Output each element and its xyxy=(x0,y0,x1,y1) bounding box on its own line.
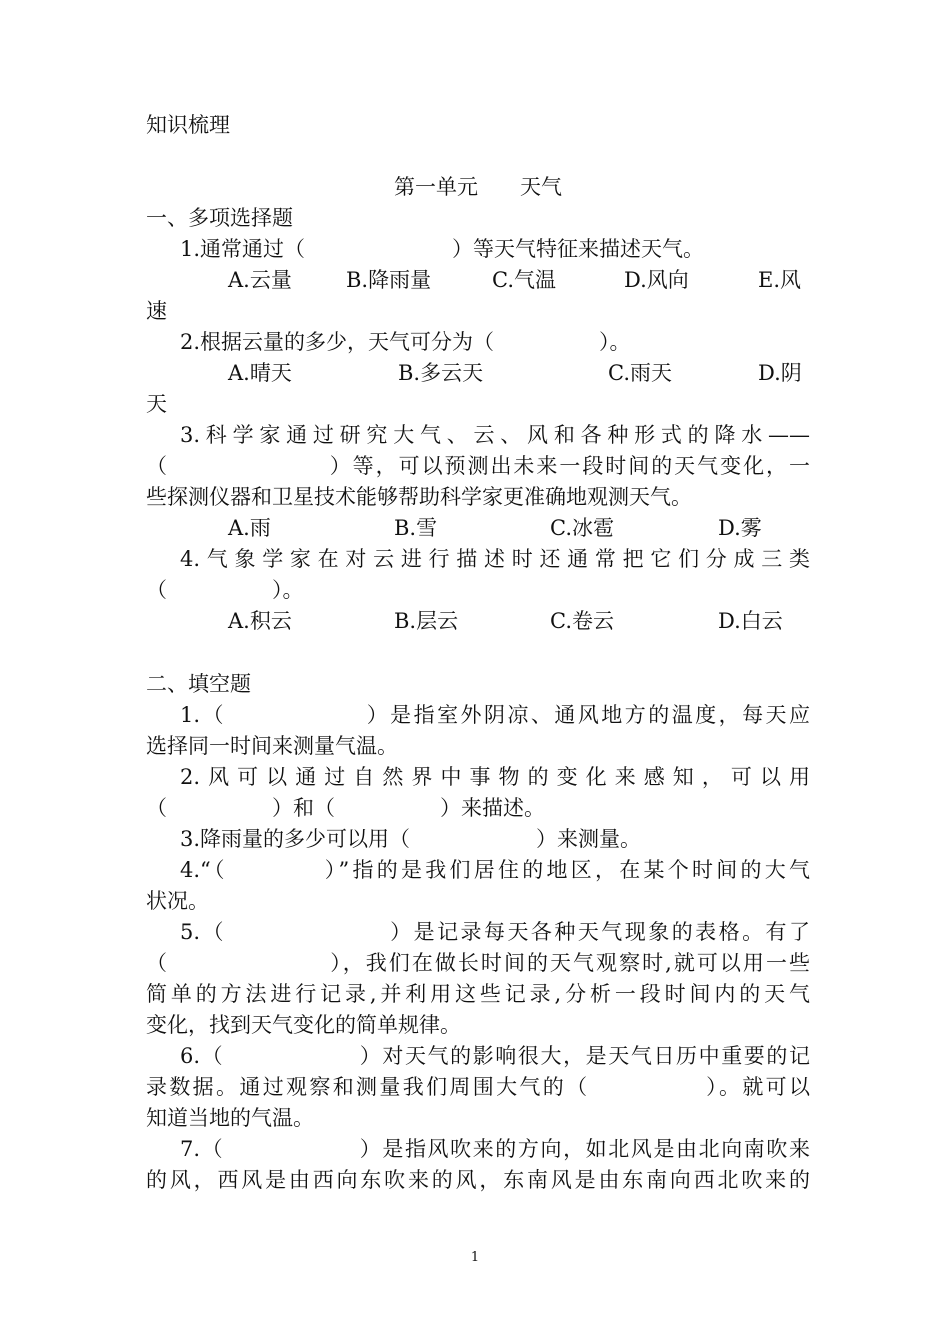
q4-option-c: C.卷云 xyxy=(550,609,614,633)
page-number: 1 xyxy=(470,1250,480,1265)
q4-option-a: A.积云 xyxy=(228,609,292,633)
q2-option-a: A.晴天 xyxy=(228,361,292,385)
q1-options xyxy=(146,265,810,296)
fill-q5-line2: （ ），我们在做长时间的天气观察时,就可以用一些 xyxy=(146,951,810,975)
q3-option-a: A.雨 xyxy=(228,516,271,540)
unit-title: 第一单元 天气 xyxy=(394,175,562,199)
q2-option-d: D.阴 xyxy=(758,361,802,385)
q4-option-b: B.层云 xyxy=(394,609,459,633)
q2-option-c: C.雨天 xyxy=(608,361,672,385)
q1-option-b: B.降雨量 xyxy=(346,268,432,292)
fill-q5-line1: 5.（ ）是记录每天各种天气现象的表格。有了 xyxy=(180,920,810,944)
fill-q1-line1: 1.（ ）是指室外阴凉、通风地方的温度，每天应 xyxy=(180,703,810,727)
fill-q6-line3: 知道当地的气温。 xyxy=(146,1106,314,1130)
section2-heading: 二、填空题 xyxy=(146,672,251,696)
q2-wrap: 天 xyxy=(146,392,167,416)
q3-options xyxy=(146,513,810,544)
q4-line2: （ ）。 xyxy=(146,578,304,602)
fill-q2-line2: （ ）和（ ）来描述。 xyxy=(146,796,545,820)
q1-option-d: D.风向 xyxy=(624,268,689,292)
q3-option-c: C.冰雹 xyxy=(550,516,614,540)
q2-options xyxy=(146,358,810,389)
q2-stem: 2.根据云量的多少，天气可分为（ ）。 xyxy=(180,330,631,354)
q3-line2: （ ）等，可以预测出未来一段时间的天气变化，一 xyxy=(146,454,810,478)
fill-q6-line2: 录数据。通过观察和测量我们周围大气的（ ）。就可以 xyxy=(146,1075,810,1099)
fill-q3-line1: 3.降雨量的多少可以用（ ）来测量。 xyxy=(180,827,642,851)
q4-option-d: D.白云 xyxy=(718,609,783,633)
fill-q1-line2: 选择同一时间来测量气温。 xyxy=(146,734,398,758)
q3-line1: 3.科学家通过研究大气、云、风和各种形式的降水—— xyxy=(180,423,810,447)
q3-option-b: B.雪 xyxy=(394,516,438,540)
q1-stem: 1.通常通过（ ）等天气特征来描述天气。 xyxy=(180,237,705,261)
q4-options xyxy=(146,606,810,637)
q4-line1: 4.气象学家在对云进行描述时还通常把它们分成三类 xyxy=(180,547,810,571)
q1-option-c: C.气温 xyxy=(492,268,556,292)
q1-wrap: 速 xyxy=(146,299,167,323)
fill-q4-line2: 状况。 xyxy=(146,889,209,913)
q1-option-a: A.云量 xyxy=(228,268,292,292)
fill-q5-line3: 简单的方法进行记录,并利用这些记录,分析一段时间内的天气 xyxy=(146,982,810,1006)
q3-line3: 些探测仪器和卫星技术能够帮助科学家更准确地观测天气。 xyxy=(146,485,692,509)
q2-option-b: B.多云天 xyxy=(398,361,484,385)
q3-option-d: D.雾 xyxy=(718,516,762,540)
fill-q6-line1: 6.（ ）对天气的影响很大，是天气日历中重要的记 xyxy=(180,1044,810,1068)
fill-q7-line2: 的风，西风是由西向东吹来的风，东南风是由东南向西北吹来的 xyxy=(146,1168,810,1192)
fill-q2-line1: 2.风可以通过自然界中事物的变化来感知，可以用 xyxy=(180,765,810,789)
section1-heading: 一、多项选择题 xyxy=(146,206,293,230)
header-label: 知识梳理 xyxy=(146,113,230,137)
fill-q4-line1: 4.“（ ）”指的是我们居住的地区，在某个时间的大气 xyxy=(180,858,810,882)
q1-option-e: E.风 xyxy=(758,268,802,292)
fill-q7-line1: 7.（ ）是指风吹来的方向，如北风是由北向南吹来 xyxy=(180,1137,810,1161)
fill-q5-line4: 变化，找到天气变化的简单规律。 xyxy=(146,1013,461,1037)
